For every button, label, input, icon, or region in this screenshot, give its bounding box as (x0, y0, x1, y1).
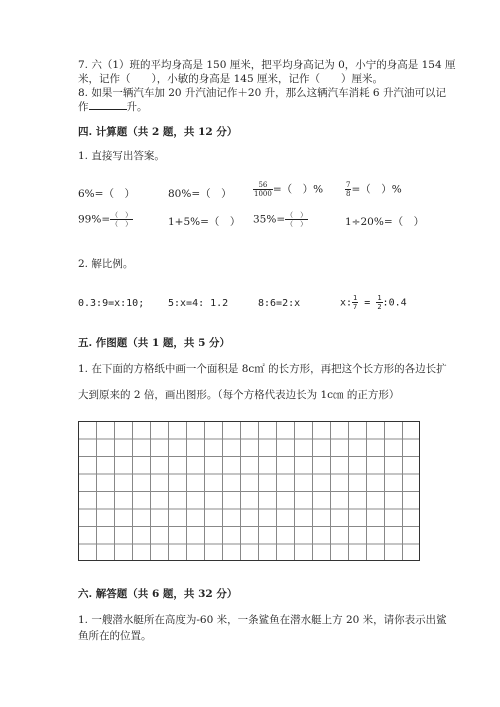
fraction-7-8: $\frac{7}{8}$ (346, 181, 351, 198)
section-5-line-2: 大到原来的 2 倍，画出图形。（每个方格代表边长为 1c㎝ 的正方形） (78, 389, 400, 401)
ratio-4-tail: :0.4 (382, 297, 407, 309)
ratio-1: 0.3:9=x:10; (78, 298, 145, 309)
fraction-56-1000: $\frac{56}{1000}$ (254, 181, 272, 198)
calc-item-7-text: 35%= (253, 213, 286, 226)
q8-line-1: 8. 如果一辆汽车加 20 升汽油记作＋20 升，那么这辆汽车消耗 6 升汽油可以记 (78, 87, 446, 99)
section-4-q2-title: 2. 解比例。 (78, 258, 134, 270)
section-5-title: 五. 作图题（共 1 题，共 5 分） (78, 337, 231, 349)
calc-item-3-text: =（ ）% (272, 183, 324, 196)
ratio-4-x: x: (340, 297, 353, 309)
ratio-2: 5:x=4: 1.2 (168, 298, 229, 309)
section-4-title: 四. 计算题（共 2 题，共 12 分） (78, 126, 238, 138)
fraction-1-7: $\frac{1}{7}$ (353, 294, 358, 311)
section-6-line-1: 1. 一艘潜水艇所在高度为-60 米，一条鲨鱼在潜水艇上方 20 米，请你表示出鲨 (78, 614, 447, 626)
paren-fraction: $\frac{( )}{( )}$ (111, 211, 133, 228)
q8-prefix: 作 (78, 101, 89, 113)
section-5-line-1: 1. 在下面的方格纸中画一个面积是 8c㎡ 的长方形，再把这个长方形的各边长扩 (78, 363, 447, 375)
section-6-line-2: 鱼所在的位置。 (78, 630, 152, 642)
q7-line-2: 米，记作（ ），小敏的身高是 145 厘米，记作（ ）厘米。 (78, 73, 383, 85)
calc-item-7 (253, 211, 308, 228)
fraction-1-2: $\frac{1}{2}$ (377, 294, 382, 311)
calc-item-2: 80%=（ ） (168, 188, 232, 200)
calc-item-5-text: 99%= (78, 213, 111, 226)
ratio-4 (340, 294, 407, 311)
section-6-title: 六. 解答题（共 6 题，共 32 分） (78, 588, 238, 600)
q8-line-2 (78, 100, 148, 114)
calc-item-3 (253, 181, 323, 198)
calc-item-8: 1÷20%=（ ） (345, 216, 425, 228)
calc-item-4-text: =（ ）% (351, 183, 402, 196)
calc-item-5 (78, 211, 133, 228)
calc-item-6: 1+5%=（ ） (168, 216, 241, 228)
ratio-4-eq: = (358, 297, 377, 309)
paren-fraction: $\frac{( )}{( )}$ (286, 211, 308, 228)
grid-paper[interactable] (78, 421, 420, 561)
ratio-3: 8:6=2:x (258, 298, 301, 309)
calc-item-1: 6%=（ ） (78, 188, 135, 200)
q8-answer-blank[interactable] (89, 100, 127, 110)
q7-line-1: 7. 六（1）班的平均身高是 150 厘米，把平均身高记为 0，小宁的身高是 154 厘 (78, 59, 456, 71)
q8-suffix: 升。 (126, 101, 148, 113)
section-4-q1-title: 1. 直接写出答案。 (78, 150, 165, 162)
calc-item-4 (345, 181, 402, 198)
